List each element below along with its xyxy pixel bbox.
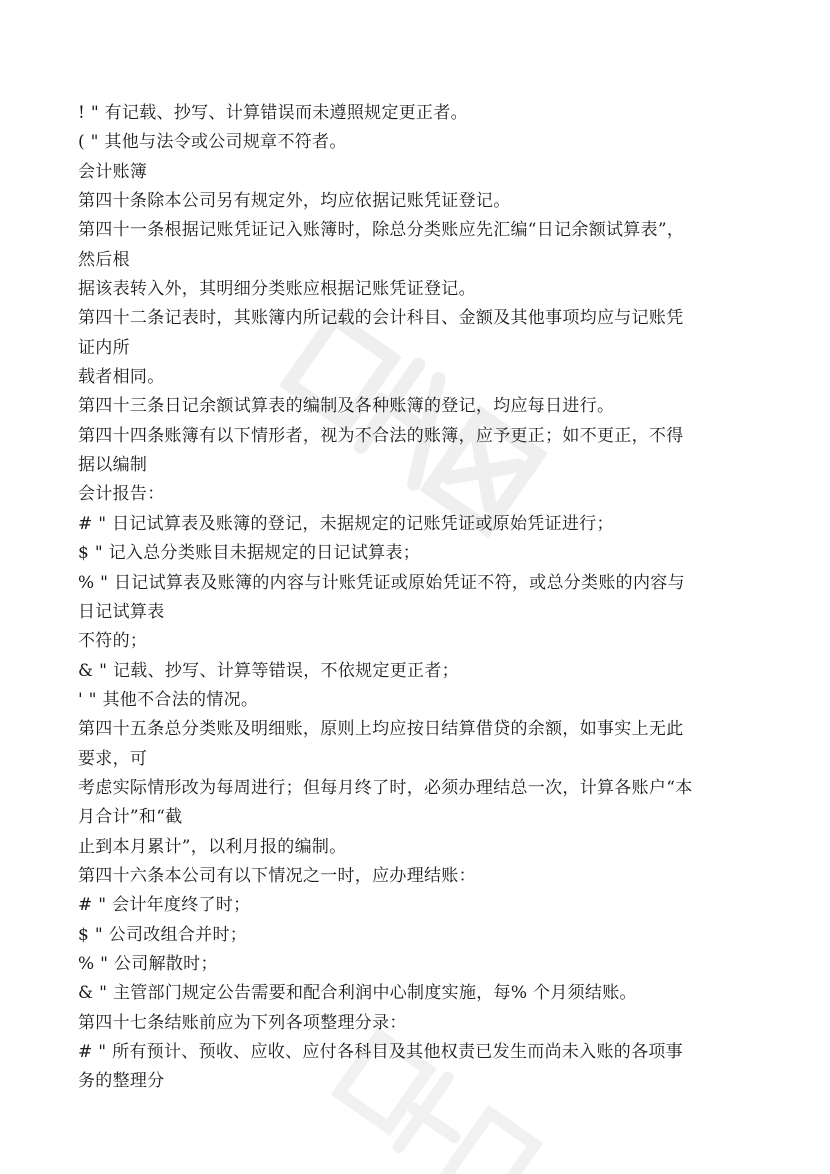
text-line: 会计报告： — [78, 484, 165, 505]
text-line: # " 所有预计、预收、应收、应付各科目及其他权责已发生而尚未入账的各项事 — [78, 1042, 683, 1062]
text-line: 第四十六条本公司有以下情况之一时，应办理结账： — [78, 865, 476, 886]
document-body — [78, 99, 758, 1097]
text-line: ' " 其他不合法的情况。 — [78, 689, 259, 710]
text-line: 证内所 — [78, 337, 130, 358]
text-line: 止到本月累计”，以利月报的编制。 — [78, 836, 347, 857]
text-line: 据该表转入外，其明细分类账应根据记账凭证登记。 — [78, 279, 476, 300]
text-line: 第四十条除本公司另有规定外，均应依据记账凭证登记。 — [78, 191, 511, 212]
text-line: 务的整理分 — [78, 1071, 165, 1092]
text-line: ! " 有记载、抄写、计算错误而未遵照规定更正者。 — [78, 103, 468, 123]
text-line: 第四十一条根据记账凭证记入账簿时，除总分类账应先汇编“日记余额试算表”， — [78, 220, 685, 241]
text-line: 考虑实际情形改为每周进行；但每月终了时，必须办理结总一次，计算各账户“本 — [78, 777, 693, 798]
text-line: # " 日记试算表及账簿的登记，未据规定的记账凭证或原始凭证进行； — [78, 513, 614, 534]
text-line: ( " 其他与法令或公司规章不符者。 — [78, 132, 347, 153]
text-line: 第四十五条总分类账及明细账，原则上均应按日结算借贷的余额，如事实上无此 — [78, 719, 684, 740]
text-line: 第四十二条记表时，其账簿内所记载的会计科目、金额及其他事项均应与记账凭 — [78, 308, 684, 329]
text-line: % " 日记试算表及账簿的内容与计账凭证或原始凭证不符，或总分类账的内容与 — [78, 572, 685, 593]
text-line: 第四十七条结账前应为下列各项整理分录： — [78, 1012, 407, 1033]
text-line: 第四十三条日记余额试算表的编制及各种账簿的登记，均应每日进行。 — [78, 396, 615, 417]
text-line: & " 记载、抄写、计算等错误，不依规定更正者； — [78, 660, 459, 681]
section-heading: 会计账簿 — [78, 161, 148, 182]
text-line: $ " 记入总分类账目未据规定的日记试算表； — [78, 543, 421, 564]
text-line: 日记试算表 — [78, 601, 165, 622]
text-line: 载者相同。 — [78, 367, 165, 388]
text-line: 不符的； — [78, 631, 148, 652]
text-line: 第四十四条账簿有以下情形者，视为不合法的账簿，应予更正；如不更正，不得 — [78, 425, 684, 446]
text-line: # " 会计年度终了时； — [78, 895, 251, 916]
text-line: 月合计”和“截 — [78, 807, 183, 828]
text-line: % " 公司解散时； — [78, 953, 218, 974]
text-line: $ " 公司改组合并时； — [78, 924, 248, 945]
text-line: 据以编制 — [78, 455, 148, 476]
text-line: & " 主管部门规定公告需要和配合利润中心制度实施，每% 个月须结账。 — [78, 983, 637, 1004]
text-line: 要求，可 — [78, 748, 148, 769]
text-line: 然后根 — [78, 249, 130, 270]
